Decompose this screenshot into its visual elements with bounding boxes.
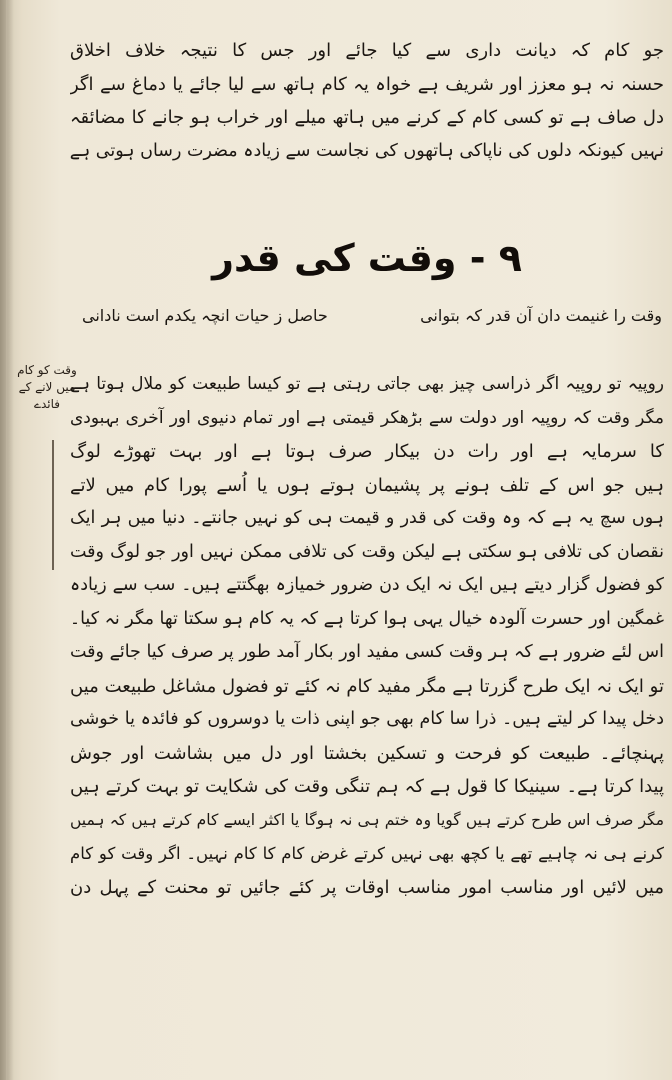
text-line: پیدا کرتا ہے۔ سینیکا کا قول ہے کہ ہم تنگی وقت کی شکایت تو بہت کرتے ہیں (70, 776, 664, 797)
text-line: ہوں سچ یہ ہے کہ وہ وقت کی قدر و قیمت ہی کو نہیں جانتے۔ دنیا میں ہر ایک (70, 508, 664, 528)
text-line: کو فضول گزار دیتے ہیں ایک نہ ایک دن ضرور خمیازہ بھگتتے ہیں۔ سب سے زیادہ (70, 575, 664, 595)
text-line: ہیں جو اس کے تلف ہونے پر پشیمان ہوتے ہوں یا اُسے پورا کام میں لاتے (70, 474, 664, 496)
text-line: کرنے ہی نہ چاہیے تھے یا کچھ بھی نہیں کرتے غرض کام کا کام نہیں۔ اگر وقت کو کام (70, 844, 664, 863)
persian-verse (82, 306, 662, 325)
text-line: غمگین اور حسرت آلودہ خیال یہی ہوا کرتا ہے کہ یہ کام ہو سکتا تھا مگر نہ کیا۔ (70, 608, 664, 629)
text-line: حسنہ نہ ہو معزز اور شریف ہے خواہ یہ کام ہاتھ سے لیا جائے یا دماغ سے اگر (70, 73, 664, 95)
text-line: نہیں کیونکہ دلوں کی ناپاکی ہاتھوں کی نجاست سے زیادہ مضرت رساں ہوتی ہے (70, 140, 664, 161)
margin-note: وقت کو کام میں لانے کے فائدے (17, 363, 77, 411)
verse-right-hemistich: وقت را غنیمت دان آن قدر کہ بتوانی (420, 306, 662, 325)
text-line: پہنچائے۔ طبیعت کو فرحت و تسکین بخشتا اور دل میں بشاشت اور جوش (70, 742, 664, 764)
text-line: دل صاف ہے تو کسی کام کے کرنے میں ہاتھ میلے اور خراب ہو جانے کا مضائقہ (70, 107, 664, 129)
text-line: میں لائیں اور مناسب امور مناسب اوقات پر کئے جائیں تو محنت کے پہل دن (70, 876, 664, 898)
section-heading: ۹ - وقت کی قدر (212, 236, 522, 280)
text-line: کا سرمایہ ہے اور رات دن بیکار صرف ہوتا ہے اور بہت تھوڑے لوگ (70, 441, 664, 462)
text-line: مگر وقت کہ روپیہ اور دولت سے بڑھکر قیمتی ہے اور تمام دنیوی اور آخری بہبودی (70, 407, 664, 428)
text-line: دخل پیدا کر لیتے ہیں۔ ذرا سا کام بھی جو اپنی ذات یا دوسروں کو فائدہ یا خوشی (70, 709, 664, 729)
verse-left-hemistich: حاصل ز حیات انچہ یکدم است نادانی (82, 306, 328, 325)
text-line: اس لئے ضرور ہے کہ ہر وقت کسی مفید اور بکار آمد طور پر صرف کیا جائے وقت (70, 642, 664, 662)
intro-paragraph (70, 34, 664, 168)
text-line: مگر صرف اس طرح کرتے ہیں گویا وہ ختم ہی نہ ہوگا یا اکثر ایسے کام کرتے ہیں کہ ہمیں (70, 810, 664, 829)
page-edge-line (6, 0, 8, 1080)
margin-bracket-line (52, 440, 54, 570)
text-line: جو کام کہ دیانت داری سے کیا جائے اور جس کا نتیجہ خلاف اخلاق (70, 40, 664, 61)
text-line: نقصان کی تلافی ہو سکتی ہے لیکن وقت کی تلافی ممکن نہیں اور جو لوگ وقت (70, 541, 664, 562)
text-line: تو ایک نہ ایک طرح گزرتا ہے مگر مفید کام نہ کئے تو فضول مشاغل طبیعت میں (70, 675, 664, 697)
body-paragraph (70, 368, 664, 904)
text-line: روپیہ تو روپیہ اگر ذراسی چیز بھی جاتی رہتی ہے تو کیسا طبیعت کو ملال ہوتا ہے (70, 374, 664, 394)
